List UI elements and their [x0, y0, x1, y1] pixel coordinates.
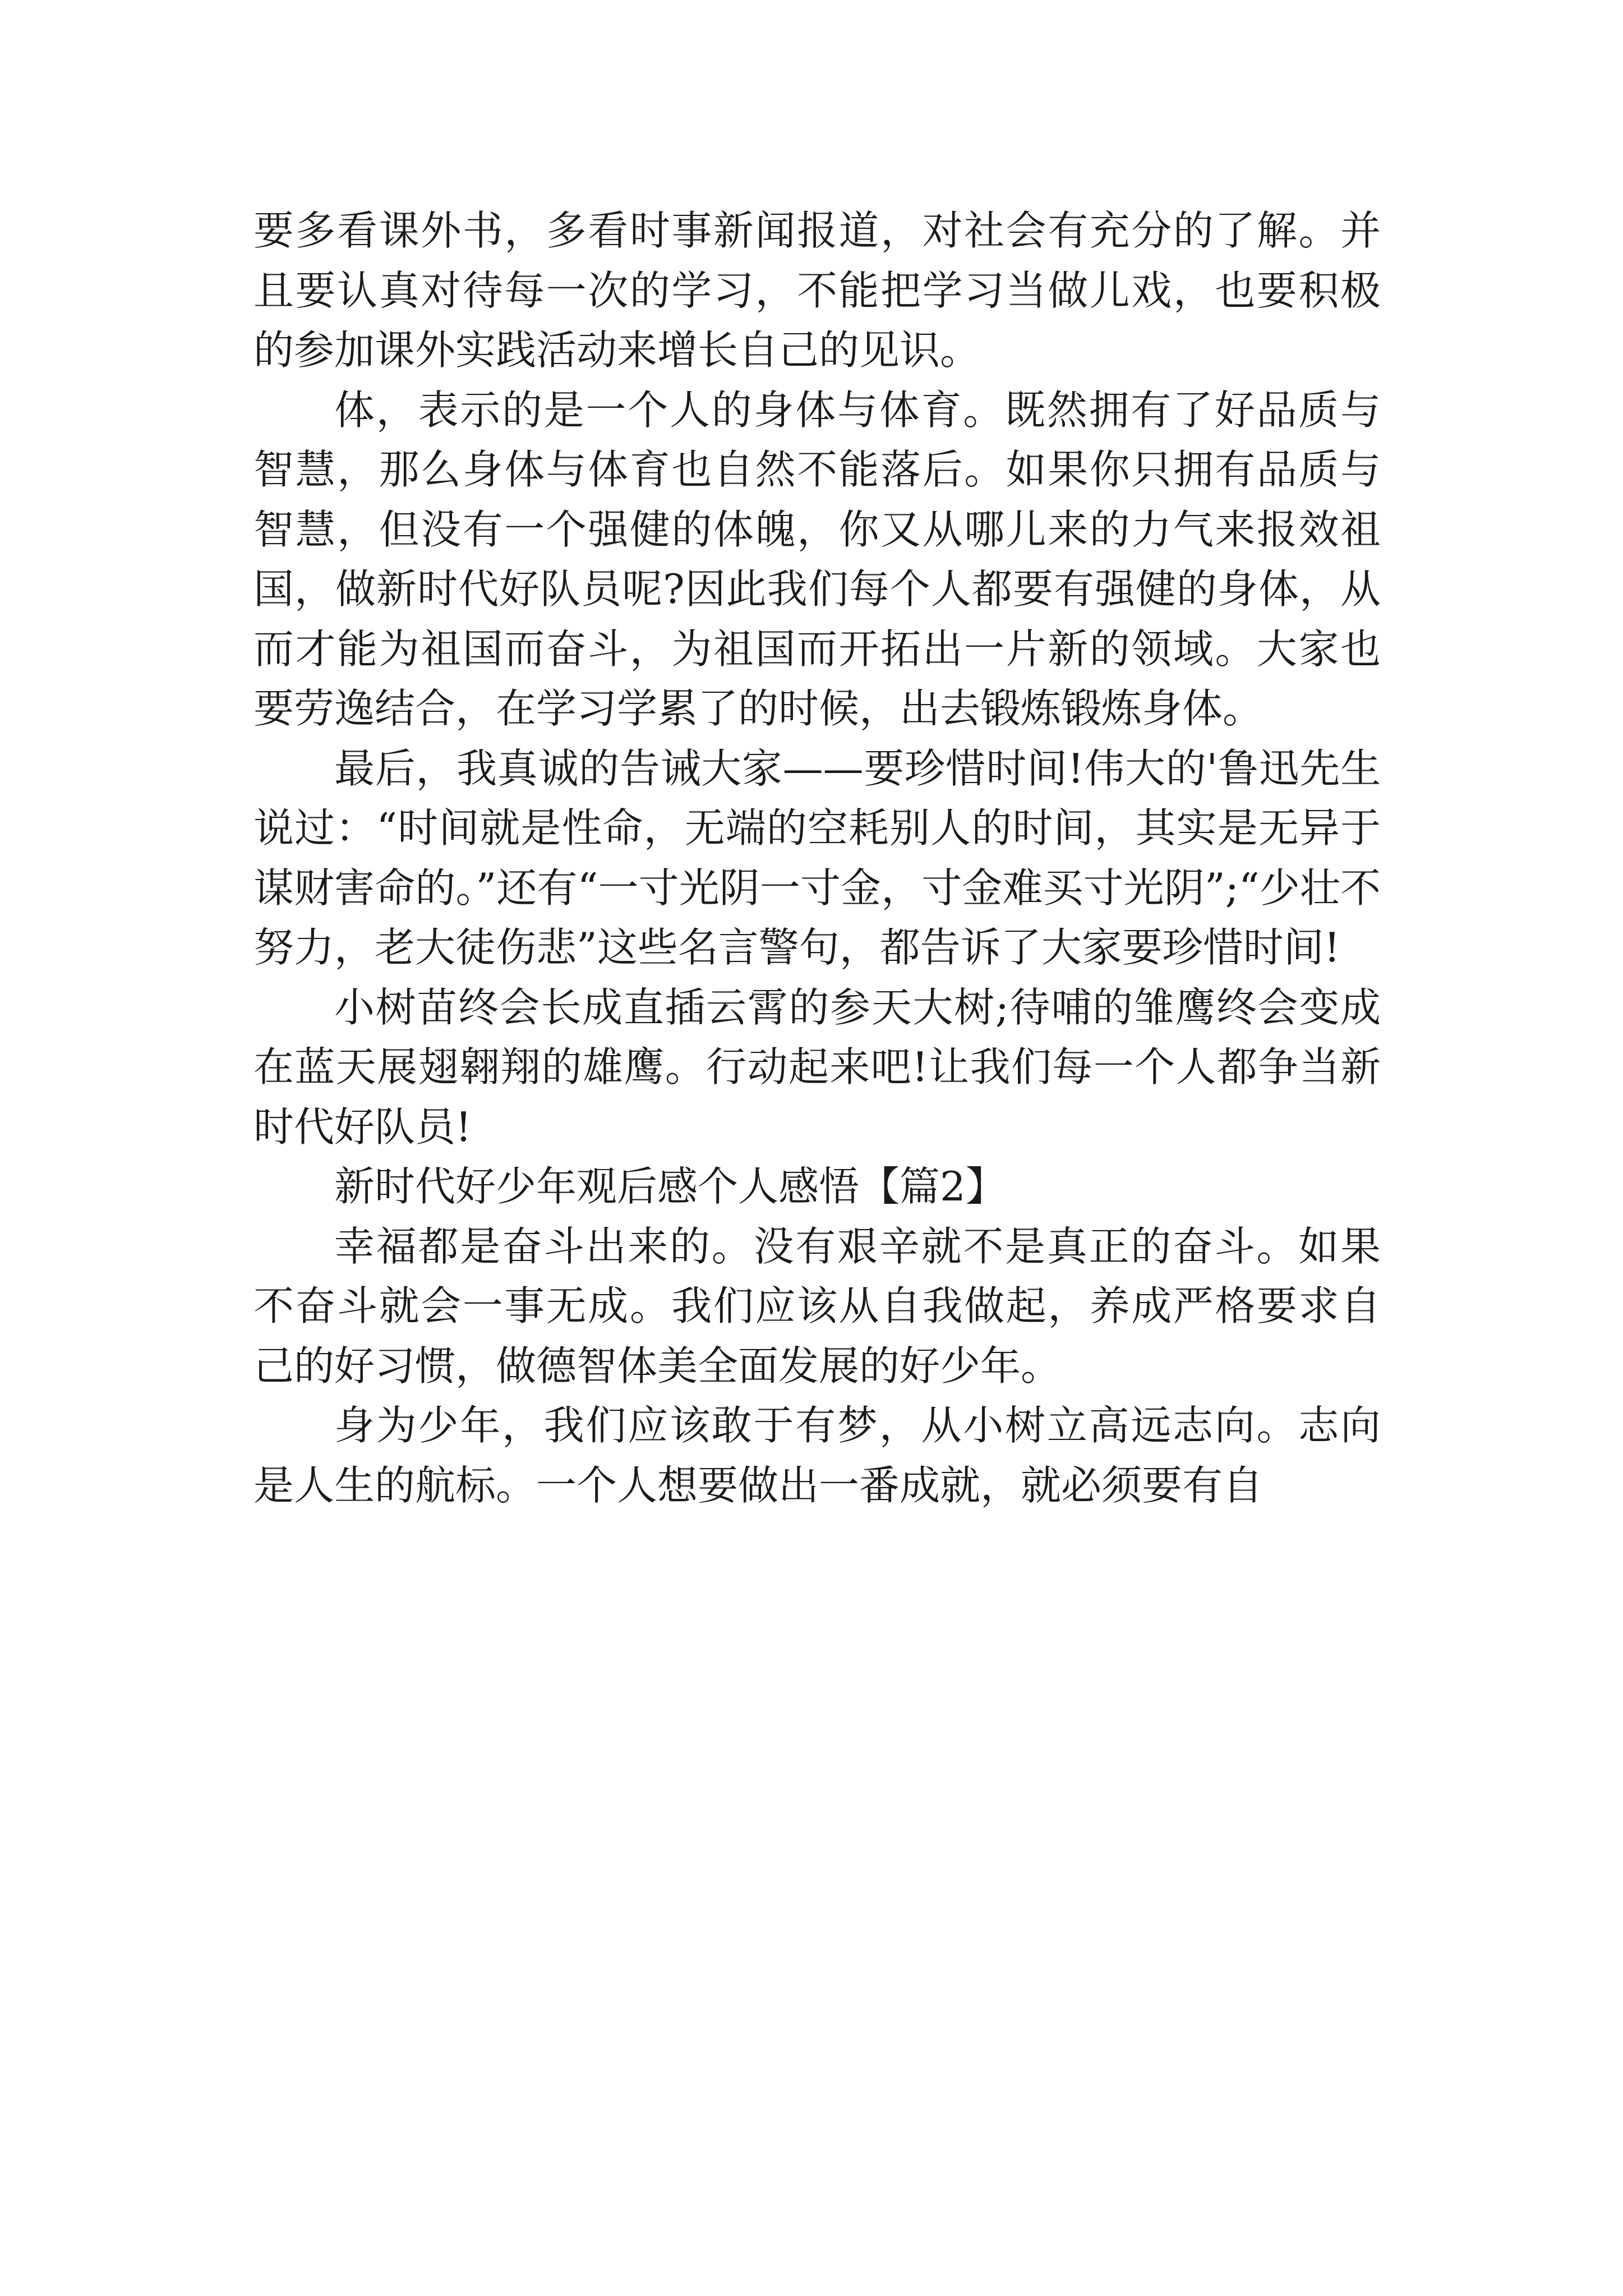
paragraph-call-to-action: 小树苗终会长成直插云霄的参天大树;待哺的雏鹰终会变成在蓝天展翅翱翔的雄鹰。行动起来吧!让我们每一个人都争当新时代好队员!	[253, 983, 1381, 1151]
document-body	[253, 201, 1381, 1515]
section-heading: 新时代好少年观后感个人感悟【篇2】	[334, 1163, 1006, 1210]
paragraph-cherish-time: 最后，我真诚的告诫大家——要珍惜时间!伟大的'鲁迅先生说过：“时间就是性命，无端的空耗别人的时间，其实是无异于谋财害命的。”还有“一寸光阴一寸金，寸金难买寸光阴”;“少壮不努力，老大徒伤悲”这些名言警句，都告诉了大家要珍惜时间!	[253, 744, 1381, 971]
paragraph-continued: 要多看课外书，多看时事新闻报道，对社会有充分的了解。并且要认真对待每一次的学习，不能把学习当做儿戏，也要积极的参加课外实践活动来增长自己的见识。	[253, 207, 1381, 374]
paragraph-physical: 体，表示的是一个人的身体与体育。既然拥有了好品质与智慧，那么身体与体育也自然不能落后。如果你只拥有品质与智慧，但没有一个强健的体魄，你又从哪儿来的力气来报效祖国，做新时代好队员呢?因此我们每个人都要有强健的身体，从而才能为祖国而奋斗，为祖国而开拓出一片新的领域。大家也要劳逸结合，在学习学累了的时候，出去锻炼锻炼身体。	[253, 386, 1381, 732]
paragraph-happiness: 幸福都是奋斗出来的。没有艰辛就不是真正的奋斗。如果不奋斗就会一事无成。我们应该从自我做起，养成严格要求自己的好习惯，做德智体美全面发展的好少年。	[253, 1222, 1381, 1389]
paragraph-ambition: 身为少年，我们应该敢于有梦，从小树立高远志向。志向是人生的航标。一个人想要做出一番成就，就必须要有自	[253, 1402, 1381, 1509]
